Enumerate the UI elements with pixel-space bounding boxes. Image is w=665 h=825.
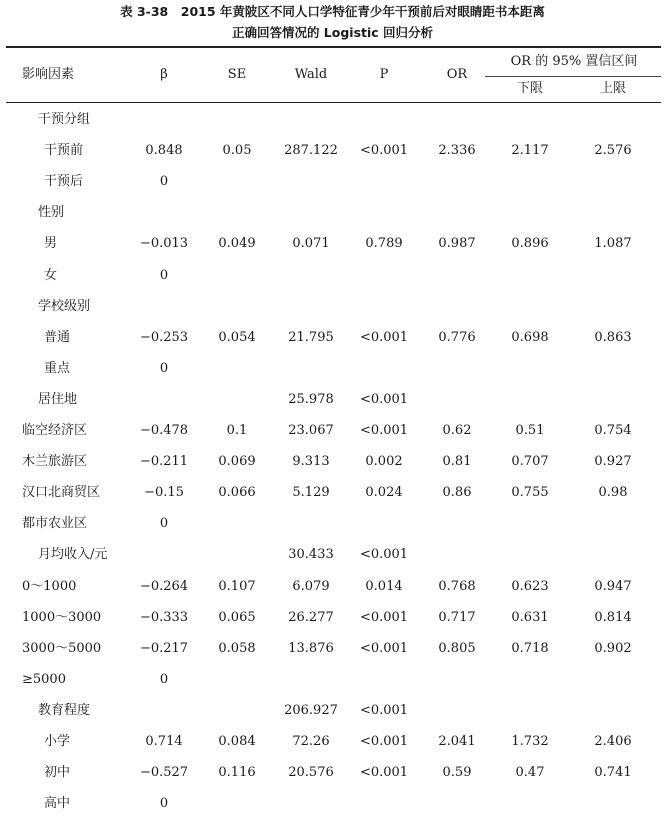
row-label: 3000～5000 [22,640,102,656]
cell-beta: 0 [159,174,169,190]
cell-beta: 0.714 [145,734,183,749]
cell-se: 0.066 [218,485,256,501]
header-upper: 上限 [599,81,626,96]
row-label: 干预分组 [38,112,91,127]
cell-upper: 0.902 [594,640,632,656]
table-row [0,794,665,814]
row-label: 1000～3000 [22,609,102,625]
table-row [0,266,665,286]
cell-or: 0.81 [442,454,472,470]
cell-lower: 0.623 [511,578,549,594]
row-label: 干预前 [44,143,84,159]
cell-se: 0.058 [218,640,256,656]
cell-wald: 20.576 [288,765,334,781]
cell-p: <0.001 [359,423,409,438]
cell-beta: −0.013 [139,236,189,252]
top-rule [6,46,661,48]
row-label: 干预后 [44,174,84,190]
cell-or: 0.62 [442,423,472,438]
cell-lower: 0.707 [511,454,549,470]
cell-beta: 0 [159,267,169,283]
table-title-line-1: 表 3-38 2015 年黄陂区不同人口学特征青少年干预前后对眼睛距书本距离 [120,4,545,19]
cell-p: <0.001 [359,547,409,563]
cell-se: 0.069 [218,454,256,470]
cell-upper: 0.814 [594,609,632,625]
row-label: 0～1000 [22,578,77,594]
table-row [0,577,665,597]
cell-lower: 0.51 [515,423,545,438]
cell-upper: 1.087 [594,236,632,252]
row-label: 居住地 [38,391,78,407]
row-label: 小学 [44,734,71,749]
cell-wald: 21.795 [288,329,334,345]
cell-lower: 0.631 [511,609,549,625]
row-label: 女 [44,267,58,283]
cell-se: 0.1 [226,423,248,438]
cell-upper: 2.576 [594,143,632,159]
row-label: 高中 [44,796,71,812]
cell-p: <0.001 [359,391,409,407]
table-row [0,514,665,534]
cell-lower: 2.117 [511,143,549,159]
cell-lower: 0.718 [511,640,549,656]
table-row [0,390,665,410]
row-label: 学校级别 [38,298,91,314]
cell-wald: 9.313 [292,454,330,470]
cell-wald: 6.079 [292,578,330,594]
table-row [0,297,665,317]
row-label: 初中 [44,765,71,781]
cell-lower: 0.698 [511,329,549,345]
table-row [0,639,665,659]
cell-p: <0.001 [359,329,409,345]
table-row [0,545,665,565]
ci-subheader-rule [485,76,661,77]
cell-se: 0.116 [218,765,256,781]
table-row [0,172,665,192]
table-row [0,328,665,348]
row-label: 汉口北商贸区 [22,485,101,501]
cell-p: <0.001 [359,702,409,718]
cell-beta: 0.848 [145,143,183,159]
table-row [0,763,665,783]
cell-lower: 0.47 [515,765,545,781]
cell-beta: 0 [159,516,169,532]
cell-p: <0.001 [359,765,409,781]
cell-or: 0.768 [438,578,476,594]
cell-se: 0.054 [218,329,256,345]
cell-beta: −0.264 [139,578,189,594]
cell-or: 0.987 [438,236,476,252]
cell-or: 2.041 [438,734,476,749]
table-row [0,452,665,472]
cell-p: 0.789 [365,236,403,252]
cell-beta: −0.253 [139,329,189,345]
cell-or: 0.805 [438,640,476,656]
cell-upper: 0.947 [594,578,632,594]
cell-or: 0.776 [438,329,476,345]
row-label: 木兰旅游区 [22,454,88,470]
table-row [0,141,665,161]
header-or: OR [446,67,468,82]
header-p: P [379,67,389,82]
row-label: 男 [44,236,58,252]
cell-se: 0.084 [218,734,256,749]
row-label: 月均收入/元 [38,547,108,563]
table-title-line-2: 正确回答情况的 Logistic 回归分析 [231,25,434,40]
cell-p: <0.001 [359,609,409,625]
cell-beta: −0.333 [139,609,189,625]
cell-beta: −0.478 [139,423,189,438]
row-label: 性别 [38,205,65,221]
header-rule [6,102,661,103]
table-row [0,234,665,254]
cell-p: <0.001 [359,640,409,656]
table-row [0,670,665,690]
table-row [0,203,665,223]
cell-beta: 0 [159,360,169,376]
table-row [0,483,665,503]
table-row [0,110,665,130]
row-label: 教育程度 [38,702,91,718]
cell-se: 0.065 [218,609,256,625]
cell-beta: −0.527 [139,765,189,781]
cell-or: 0.717 [438,609,476,625]
cell-wald: 72.26 [292,734,330,749]
cell-wald: 23.067 [288,423,334,438]
header-wald: Wald [294,67,328,82]
cell-or: 2.336 [438,143,476,159]
cell-wald: 206.927 [284,702,338,718]
table-row [0,608,665,628]
row-label: 普通 [44,329,71,345]
header-factor: 影响因素 [22,67,75,82]
cell-p: 0.024 [365,485,403,501]
cell-beta: −0.217 [139,640,189,656]
cell-upper: 0.863 [594,329,632,345]
table-row [0,359,665,379]
cell-upper: 0.927 [594,454,632,470]
row-label: 临空经济区 [22,423,88,438]
table-row [0,421,665,441]
cell-se: 0.107 [218,578,256,594]
cell-wald: 25.978 [288,391,334,407]
header-beta: β [160,67,168,82]
cell-beta: −0.211 [139,454,189,470]
table-row [0,732,665,752]
cell-lower: 0.755 [511,485,549,501]
cell-beta: 0 [159,796,169,812]
cell-lower: 0.896 [511,236,549,252]
cell-or: 0.59 [442,765,472,781]
cell-p: <0.001 [359,143,409,159]
header-se: SE [227,67,247,82]
table-row [0,701,665,721]
cell-upper: 0.741 [594,765,632,781]
cell-wald: 30.433 [288,547,334,563]
cell-wald: 26.277 [288,609,334,625]
cell-or: 0.86 [442,485,472,501]
row-label: 都市农业区 [22,516,88,532]
cell-se: 0.049 [218,236,256,252]
header-ci: OR 的 95% 置信区间 [510,54,638,69]
cell-upper: 0.754 [594,423,632,438]
cell-upper: 2.406 [594,734,632,749]
cell-lower: 1.732 [511,734,549,749]
cell-wald: 5.129 [292,485,330,501]
cell-beta: 0 [159,671,169,687]
cell-p: <0.001 [359,734,409,749]
cell-beta: −0.15 [144,485,184,501]
header-lower: 下限 [516,81,543,96]
cell-upper: 0.98 [598,485,628,501]
cell-wald: 287.122 [284,143,338,159]
cell-p: 0.014 [365,578,403,594]
row-label: ≥5000 [22,671,66,687]
cell-p: 0.002 [365,454,403,470]
cell-se: 0.05 [222,143,252,159]
row-label: 重点 [44,360,71,376]
cell-wald: 0.071 [292,236,330,252]
cell-wald: 13.876 [288,640,334,656]
